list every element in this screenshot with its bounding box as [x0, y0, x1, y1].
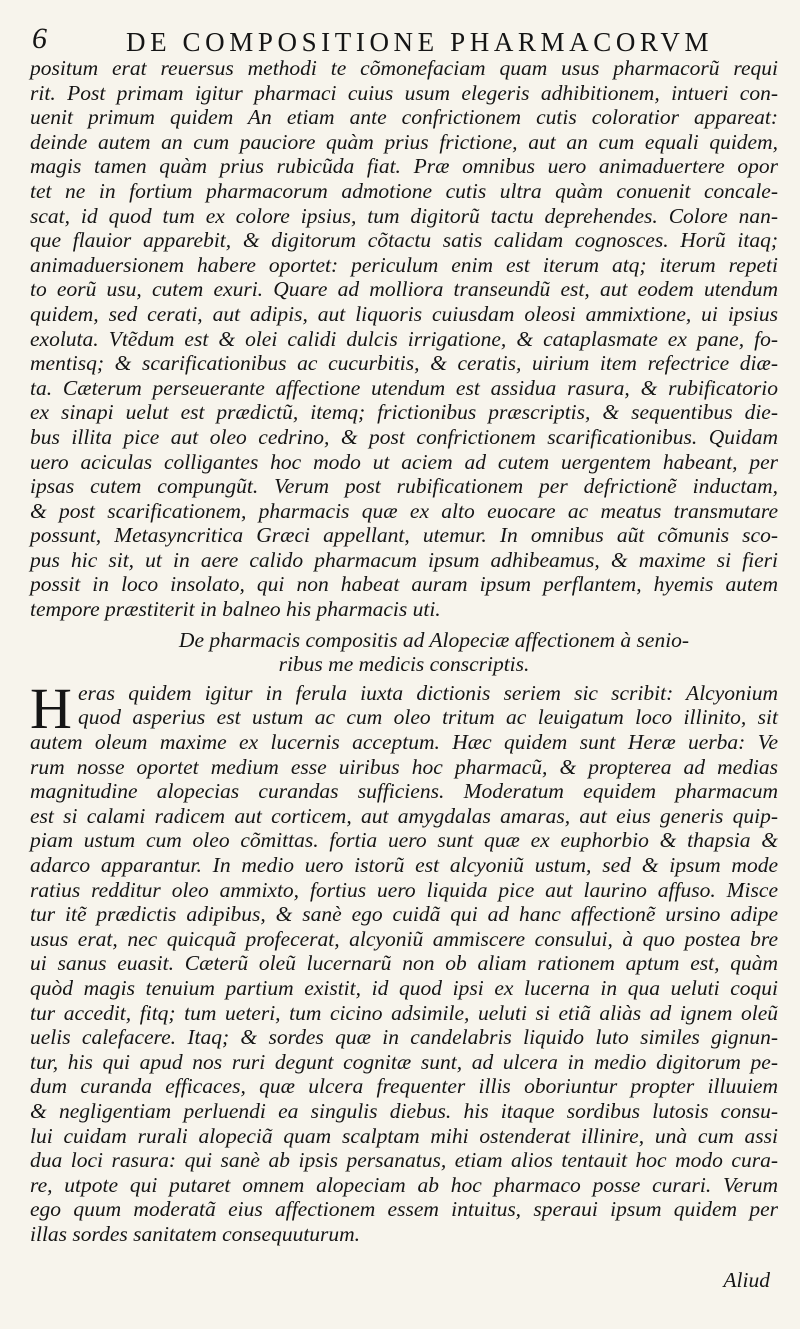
text-line: possunt, Metasyncritica Græci appellant, utemur. In omnibus aũt cõmunis sco- — [30, 523, 778, 548]
text-line: quod asperius est ustum ac cum oleo tritum ac leuigatum loco illinito, sit — [78, 705, 778, 730]
text-line: & negligentiam perluendi ea singulis diebus. his itaque sordibus lutosis consu- — [30, 1098, 778, 1123]
paragraph-two — [30, 675, 778, 1247]
text-line: tur accedit, fitq; tum ueteri, tum cicino adsimile, ueluti si etiã aliàs ad ignem oleũ — [30, 1000, 778, 1025]
text-line: dua loci rasura: qui sanè ab ipsis persanatus, etiam alios tentauit hoc modo cura- — [30, 1148, 778, 1173]
text-line: tet ne in fortium pharmacorum admotione cutis ultra quàm conuenit concale- — [30, 178, 778, 203]
text-line: lui cuidam rurali alopeciã quam scalptam mihi ostenderat illinire, unà cum assi — [30, 1123, 778, 1148]
section-heading-line: De pharmacis compositis ad Alopeciæ affectionem à senio- — [178, 627, 690, 652]
running-title: DE COMPOSITIONE PHARMACORVM — [126, 27, 714, 57]
text-line: rum nosse oportet medium esse uiribus hoc pharmacũ, & propterea ad medias — [30, 754, 778, 779]
text-line: illas sordes sanitatem consequuturum. — [30, 1221, 361, 1246]
text-line: pus hic sit, ut in aere calido pharmacum ipsum adhibeamus, & maxime si fieri — [30, 547, 778, 572]
drop-cap: H — [30, 675, 72, 741]
text-line: ipsas cutem compungũt. Verum post rubificationem per defrictionẽ inductam, — [30, 474, 778, 499]
text-line: usus erat, nec quicquã profecerat, alcyoniũ ammiscere consului, à quo postea bre — [30, 926, 778, 951]
running-head — [30, 0, 778, 56]
text-line: ui sanus euasit. Cæterũ oleũ lucernarũ non ob aliam rationem aptum est, quàm — [30, 951, 778, 976]
text-line: quòd magis tenuium partium existit, id quod ipsi ex lucerna in qua ueluti coqui — [30, 975, 778, 1000]
text-line: tur itẽ prædictis adipibus, & sanè ego cuidã qui ad hanc affectionẽ ursino adipe — [30, 902, 778, 927]
text-line: piam ustum cum oleo cõmittas. fortia uero sunt quæ ex euphorbio & thapsia & — [30, 828, 778, 853]
text-line: ex sinapi uelut est prædictũ, itemq; frictionibus præscriptis, & sequentibus die- — [30, 400, 778, 425]
text-line: bus illita pice aut oleo cedrino, & post confrictionem scarificationibus. Quidam — [30, 424, 778, 449]
text-line: que flauior apparebit, & digitorum cõtactu satis calidam cognosces. Horũ itaq; — [30, 228, 778, 253]
text-line: ego quum moderatã eius affectionem essem intuitus, speraui ipsum quidem per — [30, 1197, 778, 1222]
text-line: magnitudine alopecias curandas sufficiens. Moderatum equidem pharmacum — [30, 779, 778, 804]
text-line: uenit primum quidem An etiam ante confrictionem cutis coloratior appareat: — [30, 105, 778, 130]
text-line: dum curanda efficaces, quæ ulcera frequenter illis oboriuntur propter illuuiem — [30, 1074, 778, 1099]
text-line: ta. Cæterum perseuerante affectione utendum est assidua rasura, & rubificatorio — [30, 375, 778, 400]
text-line: animaduersionem habere oportet: periculum enim est iterum atq; iterum repeti — [30, 252, 778, 277]
text-line: adarco apparantur. In medio uero istorũ est alcyoniũ ustum, sed & ipsum mode — [30, 853, 778, 877]
text-line: & post scarificationem, pharmacis quæ ex alto euocare ac meatus transmutare — [30, 498, 778, 523]
text-line: magis tamen quàm prius rubicũda fiat. Præ omnibus uero animaduertere opor — [30, 154, 778, 179]
text-line: positum erat reuersus methodi te cõmonefaciam quam usus pharmacorũ requi — [30, 56, 778, 80]
text-line: exoluta. Vtẽdum est & olei calidi dulcis irrigatione, & cataplasmate ex pane, fo- — [30, 326, 778, 351]
text-line: mentisq; & scarificationibus ac cucurbitis, & ceratis, uirium item refectrice diæ- — [30, 351, 778, 376]
text-line: scat, id quod tum ex colore ipsius, tum digitorũ tactu deprehendes. Colore nan- — [30, 203, 778, 228]
section-heading-line: ribus me medicis conscriptis. — [278, 652, 530, 677]
text-line: rit. Post primam igitur pharmaci cuius usum elegeris adhibitionem, intueri con- — [30, 80, 778, 105]
text-line: autem oleum maxime ex lucernis acceptum. Hæc quidem sunt Heræ uerba: Ve — [30, 730, 778, 755]
text-line: uelis calefacere. Itaq; & sordes quæ in candelabris liquido luto similes gignun- — [30, 1025, 778, 1050]
text-line: tur, his qui apud nos ruri degunt cognitæ sunt, ad ulcera in medio digitorum pe- — [30, 1049, 778, 1074]
catchword: Aliud — [723, 1268, 770, 1292]
text-line: possit in loco insolato, qui non habeat auram ipsum perflantem, hyemis autem — [30, 572, 778, 597]
text-line: quidem, sed cerati, aut adipis, aut liquoris cuiusdam oleosi ammixtione, ui ipsius — [30, 301, 778, 326]
text-line: est si calami radicem aut corticem, aut amygdalas amaras, aut eius generis quip- — [30, 803, 778, 828]
text-line: uero aciculas colligantes hoc modo ut aciem ad cutem uergentem habeant, per — [30, 449, 778, 474]
page-number: 6 — [32, 22, 47, 55]
text-line: eras quidem igitur in ferula iuxta dictionis seriem sic scribit: Alcyonium — [78, 680, 778, 705]
text-line: ratius redditur oleo ammixto, fortius uero liquida pice aut laurino affuso. Misce — [30, 877, 778, 902]
text-line: tempore præstiterit in balneo his pharmacis uti. — [30, 597, 441, 622]
section-heading — [30, 628, 778, 677]
paragraph-one — [30, 56, 778, 622]
text-line: re, utpote qui putaret omnem alopeciam ab hoc pharmaco posse curari. Verum — [30, 1172, 778, 1197]
text-line: to eorũ usu, cutem exuri. Quare ad molliora transeundũ est, aut eodem utendum — [30, 277, 778, 302]
text-line: deinde autem an cum pauciore quàm prius frictione, aut an cum equali quidem, — [30, 129, 778, 154]
